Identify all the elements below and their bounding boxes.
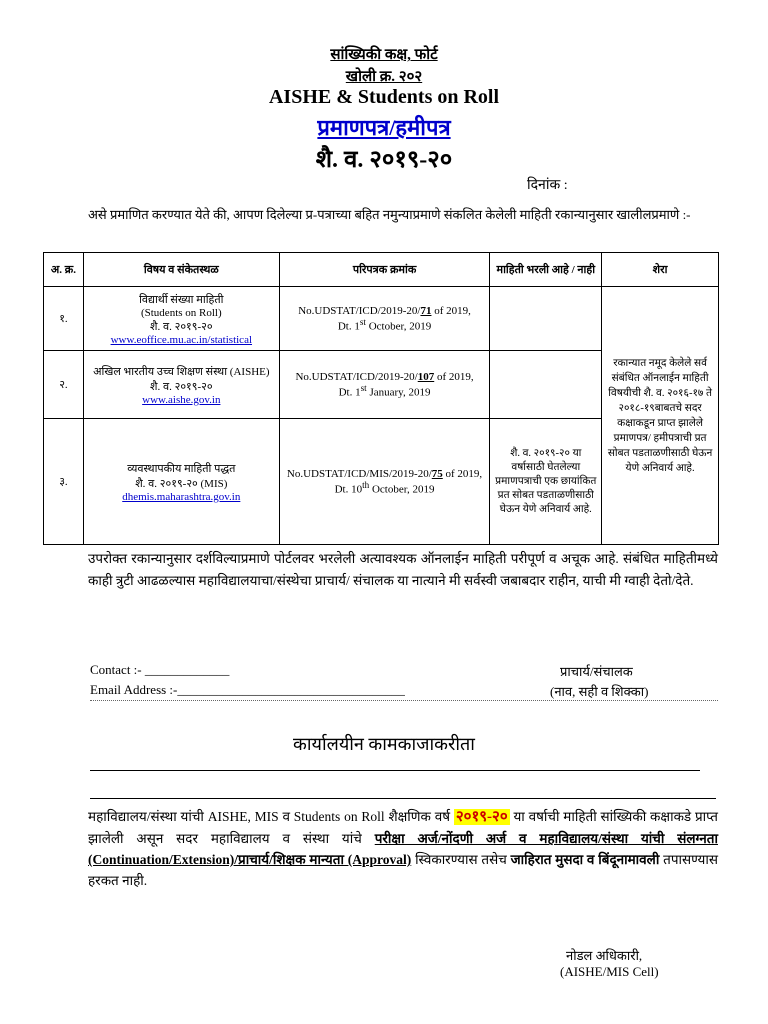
room-number: खोली क्र. २०२	[345, 69, 423, 85]
circular-date: Dt. 1	[338, 386, 361, 399]
office-text-3: स्विकारण्यास तसेच	[411, 852, 511, 867]
circular-prefix: No.UDSTAT/ICD/2019-20/	[295, 370, 418, 383]
office-use-heading: कार्यालयीन कामकाजाकरीता	[293, 734, 475, 754]
remark-cell: रकान्यात नमूद केलेले सर्व संबंधित ऑनलाईन माहिती विषयीची शै. व. २०१६-१७ ते २०१८-१९बाबतचे सदर कक्षाकडून प्राप्त झालेले प्रमाणपत्र/ हमीपत्राची प्रत सोबत पडताळणीसाठी घेऊन येणे अनिवार्य आहे.	[602, 287, 719, 545]
row-filled	[490, 351, 602, 419]
highlighted-year: २०१९-२०	[455, 809, 508, 825]
office-paragraph	[88, 806, 718, 891]
circular-prefix: No.UDSTAT/ICD/2019-20/	[298, 304, 421, 317]
date-suffix: st	[360, 382, 367, 393]
col-header-circular: परिपत्रक क्रमांक	[279, 253, 490, 287]
office-bold-1: परीक्षा अर्ज/नोंदणी अर्ज व महाविद्यालय/संस्था यांची संलग्नता (Continuation/Extension)/प्राचार्य/शिक्षक मान्यता (Approval)	[88, 831, 718, 867]
row-subject	[83, 351, 279, 419]
circular-date-month: October, 2019	[369, 483, 435, 496]
row-subject	[83, 287, 279, 351]
circular-number: 75	[431, 467, 443, 480]
blank-line	[90, 798, 716, 799]
document-title: प्रमाणपत्र/हमीपत्र	[317, 115, 451, 140]
table-row	[44, 287, 719, 351]
info-table	[43, 252, 719, 545]
subject-text: अखिल भारतीय उच्च शिक्षण संस्था (AISHE)	[93, 365, 270, 378]
email-field: Email Address :-___________________________________	[90, 682, 405, 697]
row-circular	[279, 287, 490, 351]
circular-suffix: of 2019,	[434, 370, 474, 383]
col-header-remark: शेरा	[602, 253, 719, 287]
office-text-4: तपासण्यास हरकत नाही.	[88, 852, 718, 888]
row-filled-note: शै. व. २०१९-२० या वर्षासाठी घेतलेल्या प्रमाणपत्राची एक छायांकित प्रत सोबत पडताळणीसाठी घेऊन येणे अनिवार्य आहे.	[490, 419, 602, 545]
circular-date: Dt. 1	[337, 320, 360, 333]
col-header-filled: माहिती भरली आहे / नाही	[490, 253, 602, 287]
table-header-row	[44, 253, 719, 287]
office-bold-2: जाहिरात मुसदा व बिंदूनामावली	[510, 852, 660, 867]
nodal-cell-label: (AISHE/MIS Cell)	[560, 964, 659, 979]
aishe-link[interactable]: www.aishe.gov.in	[142, 393, 221, 406]
blank-line	[90, 770, 700, 771]
col-header-serial: अ. क्र.	[44, 253, 84, 287]
dotted-divider	[90, 700, 718, 701]
date-suffix: st	[359, 316, 366, 327]
circular-suffix: of 2019,	[431, 304, 471, 317]
subject-text: व्यवस्थापकीय माहिती पद्धत	[127, 462, 236, 475]
subject-year: शै. व. २०१९-२०	[150, 320, 213, 333]
row-serial: ३.	[44, 419, 84, 545]
date-label: दिनांक :	[527, 178, 568, 193]
circular-number: 71	[420, 304, 432, 317]
document-subject: AISHE & Students on Roll	[268, 86, 500, 108]
office-text-2: या वर्षाची माहिती सांख्यिकी कक्षाकडे प्राप्त झालेली असून सदर महाविद्यालय व संस्था यांचे	[88, 809, 718, 846]
date-suffix: th	[362, 479, 370, 490]
row-serial: १.	[44, 287, 84, 351]
contact-field: Contact :- _____________	[90, 662, 230, 677]
principal-label: प्राचार्य/संचालक	[560, 664, 633, 679]
circular-suffix: of 2019,	[442, 467, 483, 480]
subject-year: शै. व. २०१९-२० (MIS)	[135, 477, 228, 490]
circular-prefix: No.UDSTAT/ICD/MIS/2019-20/	[286, 467, 432, 480]
subject-text: विद्यार्थी संख्या माहिती	[139, 293, 224, 306]
signature-instruction: (नाव, सही व शिक्का)	[550, 684, 649, 699]
col-header-subject: विषय व संकेतस्थळ	[83, 253, 279, 287]
circular-date-month: October, 2019	[365, 320, 432, 333]
subject-year: शै. व. २०१९-२०	[150, 380, 213, 393]
circular-number: 107	[417, 370, 435, 383]
subject-text-en: (Students on Roll)	[140, 306, 222, 319]
row-filled	[490, 287, 602, 351]
dhemis-link[interactable]: dhemis.maharashtra.gov.in	[122, 490, 241, 503]
office-name: सांख्यिकी कक्ष, फोर्ट	[330, 47, 438, 63]
row-circular	[279, 419, 490, 545]
academic-year: शै. व. २०१९-२०	[315, 147, 453, 173]
nodal-officer-label: नोडल अधिकारी,	[566, 948, 643, 963]
row-subject	[83, 419, 279, 545]
intro-paragraph: असे प्रमाणित करण्यात येते की, आपण दिलेल्या प्र-पत्राच्या बहित नमुन्याप्रमाणे संकलित केलेली माहिती रकान्यानुसार खालीलप्रमाणे :-	[88, 207, 691, 222]
row-circular	[279, 351, 490, 419]
statistical-link[interactable]: www.eoffice.mu.ac.in/statistical	[110, 333, 253, 346]
circular-date-month: January, 2019	[366, 386, 431, 399]
declaration-paragraph: उपरोक्त रकान्यानुसार दर्शविल्याप्रमाणे पोर्टलवर भरलेली अत्यावश्यक ऑनलाईन माहिती परीपूर्ण व अचूक आहे. संबंधित माहितीमध्ये काही त्रुटी आढळल्यास महाविद्यालयाचा/संस्थेचा प्राचार्य/ संचालक या नात्याने मी सर्वस्वी जबाबदार राहीन, याची मी ग्वाही देतो/देते.	[88, 551, 718, 588]
row-serial: २.	[44, 351, 84, 419]
circular-date: Dt. 10	[334, 483, 363, 496]
office-text-1: महाविद्यालय/संस्था यांची AISHE, MIS व Students on Roll शैक्षणिक वर्ष	[88, 809, 454, 824]
